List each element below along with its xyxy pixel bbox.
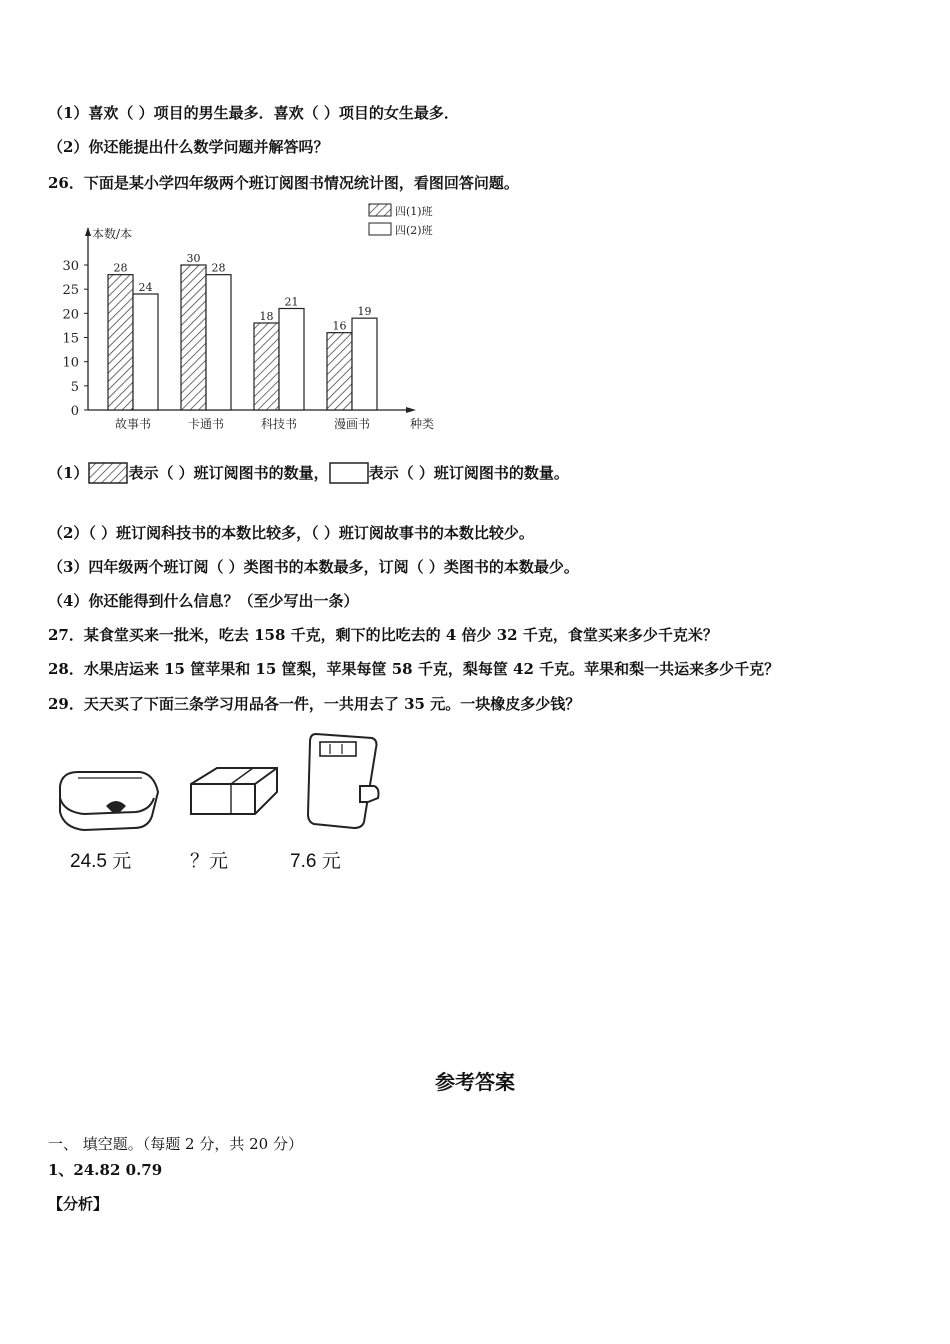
q26-sub4: （4）你还能得到什么信息？（至少写出一条） — [48, 592, 359, 610]
q25-sub2: （2）你还能提出什么数学问题并解答吗？ — [48, 138, 329, 156]
pencil-case-price: 24.5 元 — [70, 851, 132, 872]
x-axis-arrow — [406, 407, 416, 413]
q27: 27．某食堂买来一批米，吃去 158 千克，剩下的比吃去的 4 倍少 32 千克，食堂买来多少千克米？ — [48, 626, 718, 644]
bar — [108, 275, 133, 410]
bar — [254, 323, 279, 410]
q26-sub1 — [48, 462, 569, 486]
q26-sub3: （3）四年级两个班订阅（ ）类图书的本数最多，订阅（ ）类图书的本数最少。 — [48, 558, 579, 576]
y-tick-label: 5 — [70, 379, 79, 395]
legend-swatch — [369, 204, 391, 216]
legend-swatch — [369, 223, 391, 235]
answers-section-heading: 一、 填空题。（每题 2 分，共 20 分） — [48, 1135, 303, 1153]
calculator-price: 7.6 元 — [290, 851, 341, 872]
q26-sub2: （2）（ ）班订阅科技书的本数比较多，（ ）班订阅故事书的本数比较少。 — [48, 524, 534, 542]
y-tick-label: 25 — [62, 283, 79, 299]
bar-value-label: 16 — [332, 319, 347, 333]
calculator-icon — [302, 728, 382, 833]
bar-chart — [60, 200, 460, 440]
legend-label: 四(2)班 — [395, 224, 433, 237]
y-tick-label: 30 — [62, 259, 79, 274]
bar — [133, 294, 158, 410]
q28: 28．水果店运来 15 筐苹果和 15 筐梨，苹果每筐 58 千克，梨每筐 42 千克。苹果和梨一共运来多少千克？ — [48, 660, 780, 678]
bar — [352, 318, 377, 410]
plain-swatch-icon — [329, 462, 369, 486]
bar — [327, 333, 352, 410]
eraser-price: ？元 — [190, 851, 229, 872]
q26-stem: 26．下面是某小学四年级两个班订阅图书情况统计图，看图回答问题。 — [48, 174, 519, 192]
q25-sub1: （1）喜欢（ ）项目的男生最多．喜欢（ ）项目的女生最多． — [48, 104, 459, 122]
y-axis-label: 本数/本 — [92, 227, 133, 241]
x-axis-label: 种类 — [409, 417, 435, 431]
x-category-label: 故事书 — [114, 417, 152, 431]
y-tick-label: 0 — [70, 404, 79, 419]
eraser-icon — [185, 758, 285, 828]
y-tick-label: 10 — [62, 355, 79, 371]
hatched-swatch-icon — [88, 462, 128, 486]
x-category-label: 卡通书 — [187, 417, 225, 431]
answer-1: 1、24.82 0.79 — [48, 1161, 163, 1179]
x-category-label: 漫画书 — [333, 417, 371, 431]
bar — [279, 309, 304, 411]
bar-value-label: 18 — [259, 310, 274, 323]
bar-value-label: 24 — [138, 281, 153, 294]
q26-sub1-middle: 表示（ ）班订阅图书的数量， — [128, 464, 329, 482]
bar — [206, 275, 231, 410]
bar — [181, 265, 206, 410]
x-category-label: 科技书 — [260, 417, 298, 431]
y-tick-label: 20 — [62, 307, 79, 323]
bar-value-label: 21 — [284, 295, 299, 309]
stationery-items — [50, 728, 410, 878]
y-tick-label: 15 — [62, 331, 79, 347]
q26-sub1-prefix: （1） — [48, 464, 89, 482]
bar-value-label: 28 — [113, 261, 128, 275]
bar-value-label: 28 — [211, 261, 226, 275]
q29-stem: 29．天天买了下面三条学习用品各一件，一共用去了 35 元。一块橡皮多少钱？ — [48, 695, 581, 713]
analysis-label: 【分析】 — [48, 1195, 109, 1213]
legend-label: 四(1)班 — [395, 205, 433, 218]
bar-value-label: 19 — [357, 305, 372, 319]
y-axis-arrow — [85, 227, 91, 236]
pencil-case-icon — [50, 758, 165, 838]
bar-value-label: 30 — [186, 252, 201, 265]
answers-title: 参考答案 — [435, 1070, 515, 1094]
q26-sub1-suffix: 表示（ ）班订阅图书的数量。 — [368, 464, 569, 482]
